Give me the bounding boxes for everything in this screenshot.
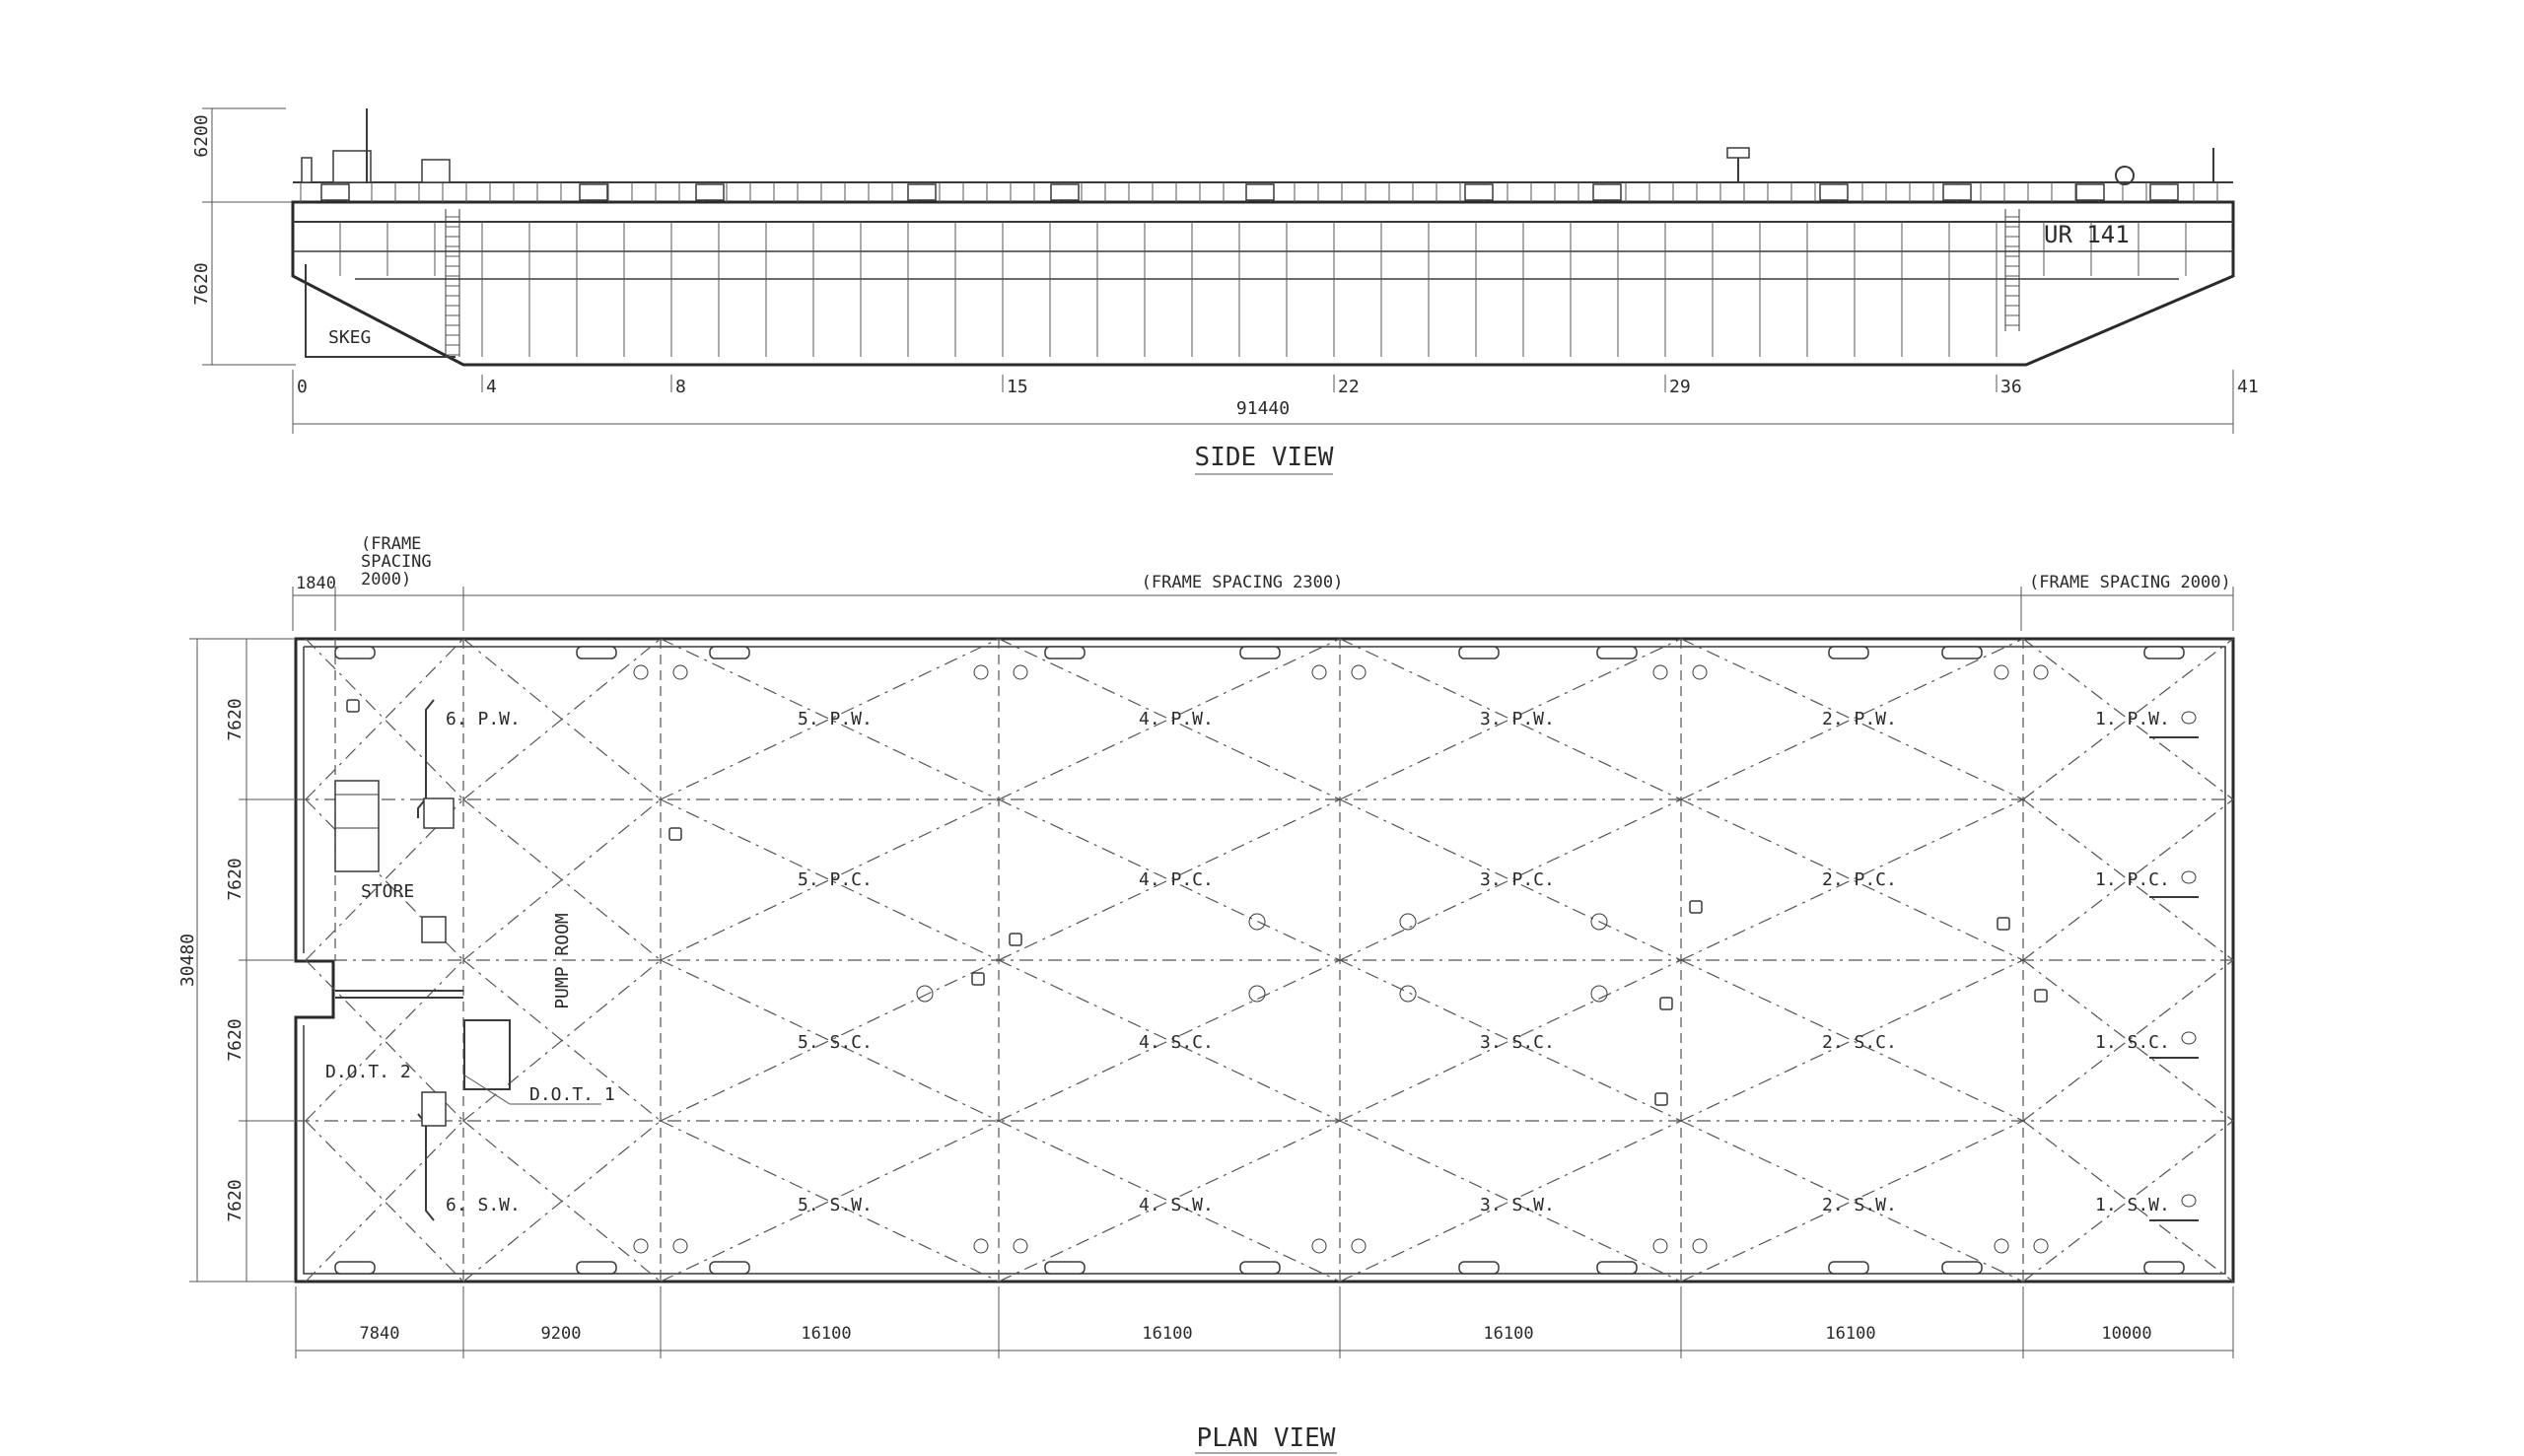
access-hatch: [2034, 665, 2048, 679]
side-height-upper: 6200: [191, 114, 212, 158]
tank-label-3sc: 3. S.C.: [1480, 1032, 1555, 1053]
deck-fitting: [1597, 647, 1637, 659]
sounding-pipe: [1249, 914, 1265, 930]
tank-label-2sw: 2. S.W.: [1822, 1195, 1897, 1215]
bollard: [1465, 184, 1493, 200]
bollard: [1051, 184, 1079, 200]
frame-number: 8: [675, 377, 686, 397]
deck-fitting: [710, 1262, 749, 1274]
bollard: [1943, 184, 1971, 200]
deck-fitting: [710, 647, 749, 659]
aft-spacing-line2: SPACING: [361, 552, 432, 572]
deck-fitting: [1829, 1262, 1868, 1274]
deck-fitting: [1240, 647, 1280, 659]
bollard: [2150, 184, 2178, 200]
frame-number: 41: [2237, 377, 2259, 397]
overall-breadth: 30480: [177, 933, 198, 988]
bottom-dim-7: 10000: [2101, 1324, 2152, 1344]
sounding-pipe: [917, 986, 933, 1002]
frame-number: 0: [297, 377, 308, 397]
vent: [972, 973, 984, 985]
deck-fitting: [1942, 647, 1982, 659]
sounding-pipe: [1400, 986, 1416, 1002]
tank-label-5sc: 5. S.C.: [798, 1032, 873, 1053]
side-height-lower: 7620: [191, 262, 212, 306]
bottom-dim-1: 7840: [359, 1324, 400, 1344]
deck-fitting: [335, 1262, 375, 1274]
mid-mast: [1727, 148, 1749, 182]
hull-name: UR 141: [2044, 221, 2130, 248]
deck-fitting: [1597, 1262, 1637, 1274]
vent: [1660, 998, 1672, 1009]
side-view: [191, 108, 2259, 474]
tank-label-2pw: 2. P.W.: [1822, 709, 1897, 729]
access-hatch: [634, 1239, 648, 1253]
bollard: [696, 184, 724, 200]
access-hatch: [1312, 1239, 1326, 1253]
tank-label-4sc: 4. S.C.: [1139, 1032, 1214, 1053]
access-hatch: [1693, 665, 1707, 679]
tank-label-2sc: 2. S.C.: [1822, 1032, 1897, 1053]
overall-length: 91440: [1235, 398, 1291, 419]
fwd-mast: [2116, 148, 2213, 184]
aft-deckhouse: [302, 108, 450, 182]
bottom-dim-4: 16100: [1142, 1324, 1193, 1344]
access-hatch: [634, 665, 648, 679]
aft-offset-dim: 1840: [296, 574, 336, 593]
tank-label-4sw: 4. S.W.: [1139, 1195, 1214, 1215]
deck-fitting: [577, 1262, 616, 1274]
bollard: [1593, 184, 1621, 200]
tank-label-6sw: 6. S.W.: [446, 1195, 521, 1215]
access-hatch: [1014, 1239, 1027, 1253]
access-hatch: [673, 665, 687, 679]
access-hatch: [974, 665, 988, 679]
frame-number: 4: [486, 377, 497, 397]
deck-bollards: [321, 184, 2178, 200]
vent: [2035, 990, 2047, 1002]
dot1-label: D.O.T. 1: [529, 1084, 615, 1105]
access-hatch: [673, 1239, 687, 1253]
bottom-dim-5: 16100: [1483, 1324, 1534, 1344]
plan-view: [177, 534, 2233, 1453]
tank-label-3pc: 3. P.C.: [1480, 869, 1555, 890]
tank-label-5sw: 5. S.W.: [798, 1195, 873, 1215]
access-hatch: [974, 1239, 988, 1253]
bottom-dim-2: 9200: [540, 1324, 582, 1344]
row-dim-3: 7620: [225, 1018, 245, 1062]
tank-label-6pw: 6. P.W.: [446, 709, 521, 729]
row-dim-2: 7620: [225, 858, 245, 901]
deck-fitting: [1459, 647, 1499, 659]
tank-label-1sw: 1. S.W.: [2095, 1195, 2170, 1215]
vent: [1010, 934, 1021, 945]
bollard: [1246, 184, 1274, 200]
frame-number: 15: [1007, 377, 1028, 397]
deck-fitting: [1045, 647, 1085, 659]
frame-number: 29: [1669, 377, 1691, 397]
tank-label-3sw: 3. S.W.: [1480, 1195, 1555, 1215]
tank-label-5pc: 5. P.C.: [798, 869, 873, 890]
fwd-spacing-dim: (FRAME SPACING 2000): [2029, 573, 2231, 592]
bollard: [1820, 184, 1848, 200]
tank-label-4pw: 4. P.W.: [1139, 709, 1214, 729]
bollard: [908, 184, 936, 200]
bottom-dim-6: 16100: [1825, 1324, 1876, 1344]
access-hatch: [1653, 1239, 1667, 1253]
deck-fitting: [335, 647, 375, 659]
deck-fitting: [1459, 1262, 1499, 1274]
sounding-pipe: [1400, 914, 1416, 930]
skeg-label: SKEG: [328, 327, 372, 348]
deck-fitting: [1240, 1262, 1280, 1274]
store-label: STORE: [361, 881, 415, 902]
tank-label-1sc: 1. S.C.: [2095, 1032, 2170, 1053]
aft-spacing-line1: (FRAME: [361, 534, 422, 554]
aft-spacing-line3: 2000): [361, 570, 412, 589]
deck-fitting: [1942, 1262, 1982, 1274]
deck-fitting: [1829, 647, 1868, 659]
vent: [1690, 901, 1702, 913]
vent: [1655, 1093, 1667, 1105]
manhole: [2182, 1195, 2196, 1207]
hull-outline: [293, 202, 2233, 365]
access-hatch: [1352, 1239, 1366, 1253]
access-hatch: [1352, 665, 1366, 679]
tank-label-1pc: 1. P.C.: [2095, 869, 2170, 890]
vent: [1998, 918, 2009, 930]
tank-label-3pw: 3. P.W.: [1480, 709, 1555, 729]
fwd-ladder: [2005, 209, 2019, 331]
tank-label-1pw: 1. P.W.: [2095, 709, 2170, 729]
access-hatch: [1693, 1239, 1707, 1253]
pump-room-label: PUMP ROOM: [552, 913, 573, 1009]
tank-label-2pc: 2. P.C.: [1822, 869, 1897, 890]
access-hatch: [1014, 665, 1027, 679]
deck-fitting: [2144, 647, 2184, 659]
manhole: [2182, 1032, 2196, 1044]
row-dim-4: 7620: [225, 1179, 245, 1222]
manhole: [2182, 871, 2196, 883]
mid-spacing-dim: (FRAME SPACING 2300): [1141, 573, 1344, 592]
deck-fitting: [2144, 1262, 2184, 1274]
bollard: [321, 184, 349, 200]
access-hatch: [1995, 665, 2008, 679]
deck-fitting: [577, 647, 616, 659]
sounding-pipe: [1249, 986, 1265, 1002]
frame-lines: [340, 222, 2186, 357]
vent: [669, 828, 681, 840]
vent: [347, 700, 359, 712]
bollard: [2076, 184, 2104, 200]
bollard: [580, 184, 607, 200]
manhole: [2182, 712, 2196, 724]
access-hatch: [1653, 665, 1667, 679]
plan-view-title: PLAN VIEW: [1196, 1423, 1336, 1453]
tank-label-5pw: 5. P.W.: [798, 709, 873, 729]
frame-number: 22: [1338, 377, 1360, 397]
access-hatch: [1312, 665, 1326, 679]
side-view-title: SIDE VIEW: [1194, 443, 1334, 472]
bottom-dim-3: 16100: [801, 1324, 852, 1344]
row-dim-1: 7620: [225, 698, 245, 741]
dot2-label: D.O.T. 2: [325, 1062, 411, 1082]
tank-label-4pc: 4. P.C.: [1139, 869, 1214, 890]
access-hatch: [1995, 1239, 2008, 1253]
deck-fitting: [1045, 1262, 1085, 1274]
frame-number: 36: [2000, 377, 2022, 397]
access-hatch: [2034, 1239, 2048, 1253]
